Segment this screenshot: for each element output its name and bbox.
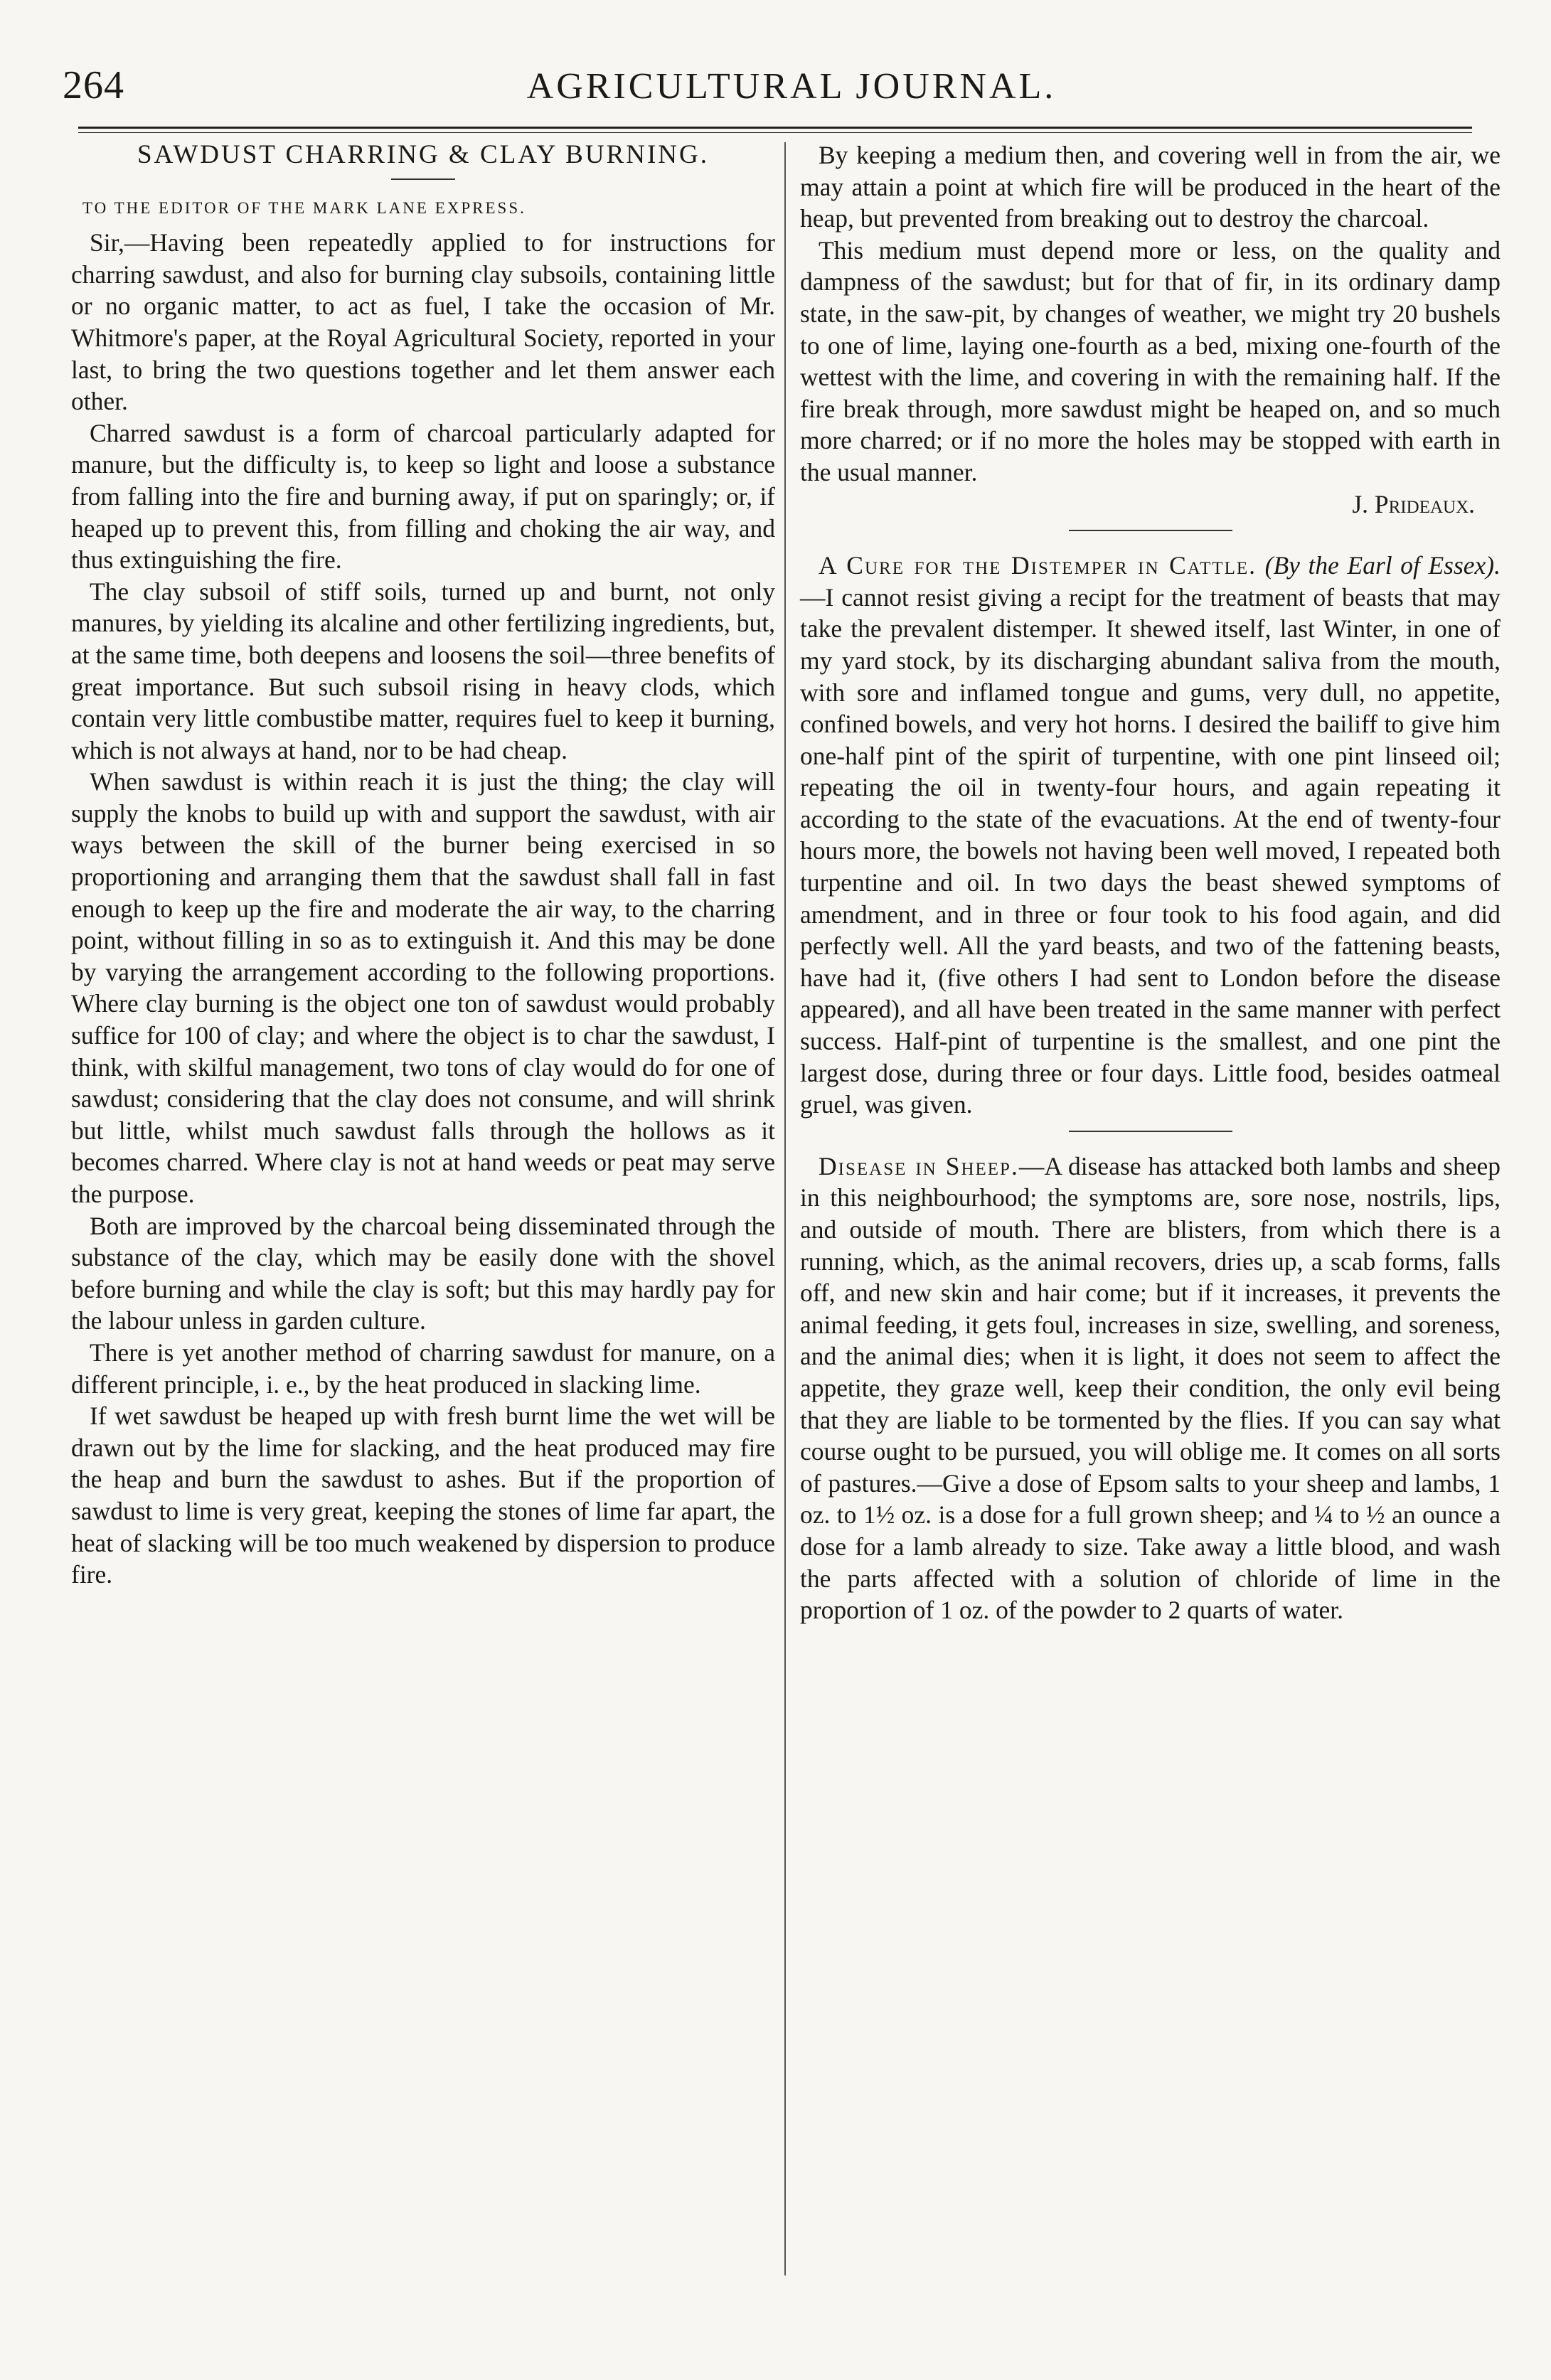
cure-byline: (By the Earl of Essex).	[1264, 551, 1501, 580]
paragraph: This medium must depend more or less, on the quality and dampness of the sawdust; but for that of fir, in its ordinary damp state, in the saw-pit, by changes of weather, we might try 20 bushels to one of lime, laying one-fourth as a bed, mixing one-fourth of the wettest with the lime, and covering in with the remaining half. If the fire break through, more sawdust might be heaped on, and so much more charred; or if no more the holes may be stopped with earth in the usual manner.	[800, 235, 1501, 486]
header-rule	[78, 127, 1472, 129]
article-title: SAWDUST CHARRING & CLAY BURNING.	[137, 140, 709, 169]
sheep-heading: Disease in Sheep.	[819, 1151, 1019, 1180]
cure-paragraph	[800, 550, 1501, 1121]
running-title: AGRICULTURAL JOURNAL.	[526, 66, 1057, 107]
paragraph: When sawdust is within reach it is just the thing; the clay will supply the knobs to build up with and support the sawdust, with air ways between the skill of the burner being exercised in so proportioning and arranging them that the sawdust shall fall in fast enough to keep up the fire and moderate the air way, to the charring point, without filling in so as to extinguish it. And this may be done by varying the arrangement according to the following proportions. Where clay burning is the object one ton of sawdust would probably suffice for 100 of clay; and where the object is to char the sawdust, I think, with skilful management, two tons of clay would do for one of sawdust; considering that the clay does not consume, and will shrink but little, whilst much sawdust falls through the hollows as it becomes charred. Where clay is not at hand weeds or peat may serve the purpose.	[71, 767, 775, 1208]
header-rule-thin	[78, 132, 1472, 133]
column-divider	[784, 142, 786, 2275]
paragraph: By keeping a medium then, and covering well in from the air, we may attain a point at which fire will be produced in the heart of the heap, but prevented from breaking out to destroy the charcoal.	[800, 141, 1501, 233]
cure-text: —I cannot resist giving a recipt for the treatment of beasts that may take the prevalent distemper. It shewed itself, last Winter, in one of my yard stock, by its discharging abundant saliva from the mouth, with sore and inflamed tongue and gums, very dull, no appetite, confined bowels, and very hot horns. I desired the bailiff to give him one-half pint of the spirit of turpentine, with one pint linseed oil; repeating the oil in twenty-four hours, and again repeating it according to the state of the evacuations. At the end of twenty-four hours more, the bowels not having been well moved, I repeated both turpentine and oil. In two days the beast shewed symptoms of amendment, and in three or four took to his food again, and did perfectly well. All the yard beasts, and two of the fattening beasts, have had it, (five others I had sent to London before the disease appeared), and all have been treated in the same manner with perfect success. Half-pint of turpentine is the smallest, and one pint the largest dose, during three or four days. Little food, besides oatmeal gruel, was given.	[800, 582, 1501, 1119]
section-rule	[1069, 530, 1232, 531]
left-column	[71, 139, 775, 1591]
paragraph: Sir,—Having been repeatedly applied to for instructions for charring sawdust, and also for burning clay subsoils, containing little or no organic matter, to act as fuel, I take the occasion of Mr. Whitmore's paper, at the Royal Agricultural Society, reported in your last, to bring the two questions together and let them answer each other.	[71, 228, 775, 416]
sheep-text: —A disease has attacked both lambs and sheep in this neighbourhood; the symptoms are, sore nose, nostrils, lips, and outside of mouth. There are blisters, from which there is a running, which, as the animal recovers, dries up, a scab forms, falls off, and new skin and hair come; but if it increases, it prevents the animal feeding, it gets foul, increases in size, swelling, and soreness, and the animal dies; when it is light, it does not seem to affect the appetite, they graze well, keep their condition, the only evil being that they are liable to be tormented by the flies. If you can say what course ought to be pursued, you will oblige me. It comes on all sorts of pastures.—Give a dose of Epsom salts to your sheep and lambs, 1 oz. to 1½ oz. is a dose for a full grown sheep; and ¼ to ½ an ounce a dose for a lamb already to size. Take away a little blood, and wash the parts affected with a solution of chloride of lime in the proportion of 1 oz. of the powder to 2 quarts of water.	[800, 1151, 1501, 1625]
paragraph: Both are improved by the charcoal being disseminated through the substance of the clay, which may be easily done with the shovel before burning and while the clay is soft; but this may hardly pay for the labour unless in garden culture.	[71, 1211, 775, 1335]
paragraph: The clay subsoil of stiff soils, turned up and burnt, not only manures, by yielding its alcaline and other fertilizing ingredients, but, at the same time, both deepens and loosens the soil—three benefits of great importance. But such subsoil rising in heavy clods, which contain very little combustibe matter, requires fuel to keep it burning, which is not always at hand, nor to be had cheap.	[71, 577, 775, 764]
page-number: 264	[63, 63, 124, 107]
title-rule	[391, 178, 455, 180]
signature: J. Prideaux.	[1352, 489, 1475, 518]
paragraph: Charred sawdust is a form of charcoal particularly adapted for manure, but the difficulty is, to keep so light and loose a substance from falling into the fire and burning away, if put on sparingly; or, if heaped up to prevent this, from filling and choking the air way, and thus extinguishing the fire.	[71, 418, 775, 575]
cure-heading: A Cure for the Distemper in Cattle.	[819, 551, 1257, 580]
sheep-paragraph	[800, 1151, 1501, 1626]
paragraph: There is yet another method of charring sawdust for manure, on a different principle, i. e., by the heat produced in slacking lime.	[71, 1338, 775, 1399]
addressee-line: TO THE EDITOR OF THE MARK LANE EXPRESS.	[82, 198, 526, 217]
paragraph: If wet sawdust be heaped up with fresh burnt lime the wet will be drawn out by the lime for slacking, and the heat produced may fire the heap and burn the sawdust to ashes. But if the proportion of sawdust to lime is very great, keeping the stones of lime far apart, the heat of slacking will be too much weakened by dispersion to produce fire.	[71, 1402, 775, 1589]
section-rule	[1069, 1131, 1232, 1132]
page-header	[63, 55, 1520, 119]
right-column	[800, 139, 1501, 1626]
